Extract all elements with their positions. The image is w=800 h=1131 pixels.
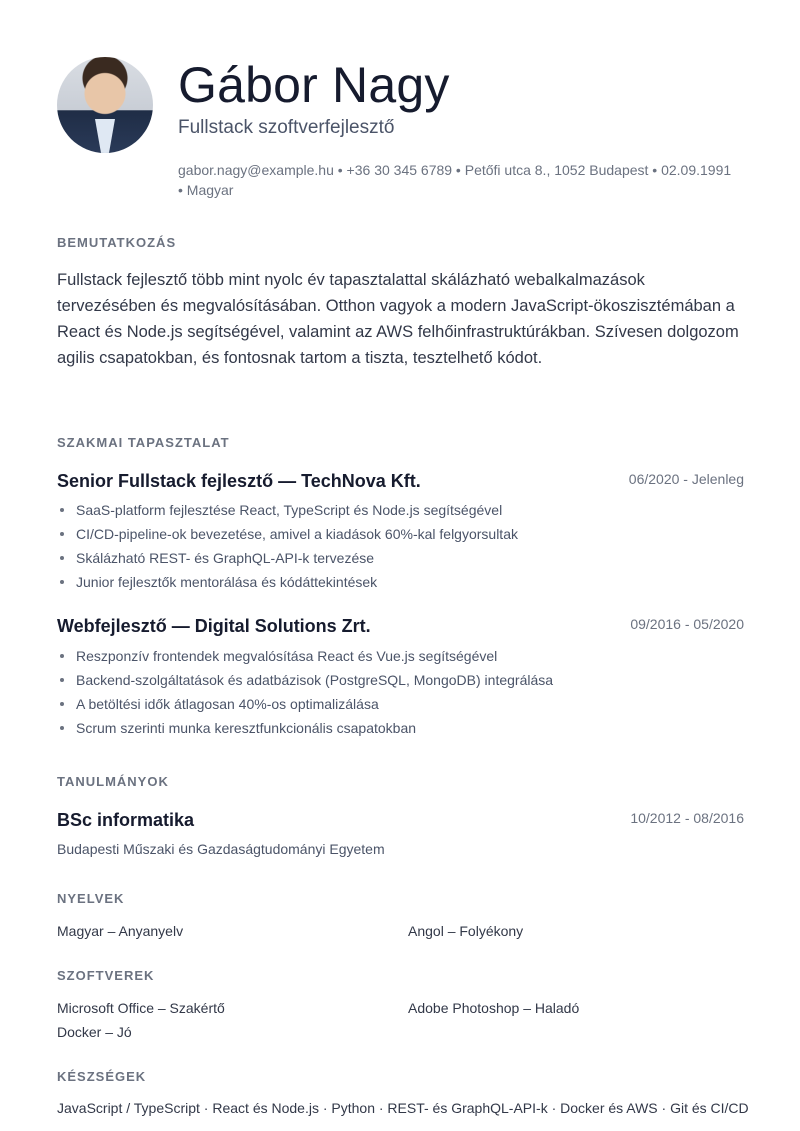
experience-heading: SZAKMAI TAPASZTALAT xyxy=(57,435,230,450)
language-item: Magyar – Anyanyelv xyxy=(57,923,184,939)
education-heading: TANULMÁNYOK xyxy=(57,774,169,789)
avatar xyxy=(57,57,153,153)
job-bullets xyxy=(57,644,747,740)
job-title-headline: Fullstack szoftverfejlesztő xyxy=(178,117,395,138)
language-item: Angol – Folyékony xyxy=(408,923,524,939)
list-item: CI/CD-pipeline-ok bevezetése, amivel a kiadások 60%-kal felgyorsultak xyxy=(57,522,747,546)
job-date: 06/2020 - Jelenleg xyxy=(628,471,744,487)
list-item: Skálázható REST- és GraphQL-API-k tervezése xyxy=(57,546,747,570)
skills-list: JavaScript / TypeScript · React és Node.js · Python · REST- és GraphQL-API-k · Docker és AWS · Git és CI/CD xyxy=(57,1100,749,1116)
summary-text: Fullstack fejlesztő több mint nyolc év tapasztalattal skálázható webalkalmazások tervezésében és megvalósításában. Otthon vagyok a modern JavaScript-ökoszisztémában a React és Node.js segítségével, valamint az AWS felhőinfrastruktúrákban. Szívesen dolgozom agilis csapatokban, és fontosnak tartom a tiszta, tesztelhető kódot. xyxy=(57,271,739,367)
school-name: Budapesti Műszaki és Gazdaságtudományi Egyetem xyxy=(57,841,385,857)
software-item: Microsoft Office – Szakértő xyxy=(57,1000,225,1016)
job-title: Senior Fullstack fejlesztő — TechNova Kft. xyxy=(57,471,421,491)
software-item: Adobe Photoshop – Haladó xyxy=(408,1000,580,1016)
skills-heading: KÉSZSÉGEK xyxy=(57,1069,147,1084)
resume-header xyxy=(57,57,757,207)
languages-heading: NYELVEK xyxy=(57,891,125,906)
candidate-name: Gábor Nagy xyxy=(178,57,450,113)
list-item: A betöltési idők átlagosan 40%-os optimalizálása xyxy=(57,692,747,716)
list-item: SaaS-platform fejlesztése React, TypeScript és Node.js segítségével xyxy=(57,498,747,522)
software-item: Docker – Jó xyxy=(57,1024,132,1040)
list-item: Reszponzív frontendek megvalósítása React és Vue.js segítségével xyxy=(57,644,747,668)
job-bullets xyxy=(57,498,747,594)
list-item: Junior fejlesztők mentorálása és kódáttekintések xyxy=(57,570,747,594)
list-item: Backend-szolgáltatások és adatbázisok (PostgreSQL, MongoDB) integrálása xyxy=(57,668,747,692)
summary-heading: BEMUTATKOZÁS xyxy=(57,235,177,250)
software-heading: SZOFTVEREK xyxy=(57,968,155,983)
list-item: Scrum szerinti munka keresztfunkcionális csapatokban xyxy=(57,716,747,740)
job-date: 09/2016 - 05/2020 xyxy=(630,616,744,632)
job-title: Webfejlesztő — Digital Solutions Zrt. xyxy=(57,616,371,636)
education-date: 10/2012 - 08/2016 xyxy=(630,810,744,826)
degree-title: BSc informatika xyxy=(57,810,195,830)
contact-info: gabor.nagy@example.hu • +36 30 345 6789 • Petőfi utca 8., 1052 Budapest • 02.09.1991 • Magyar xyxy=(178,162,732,198)
